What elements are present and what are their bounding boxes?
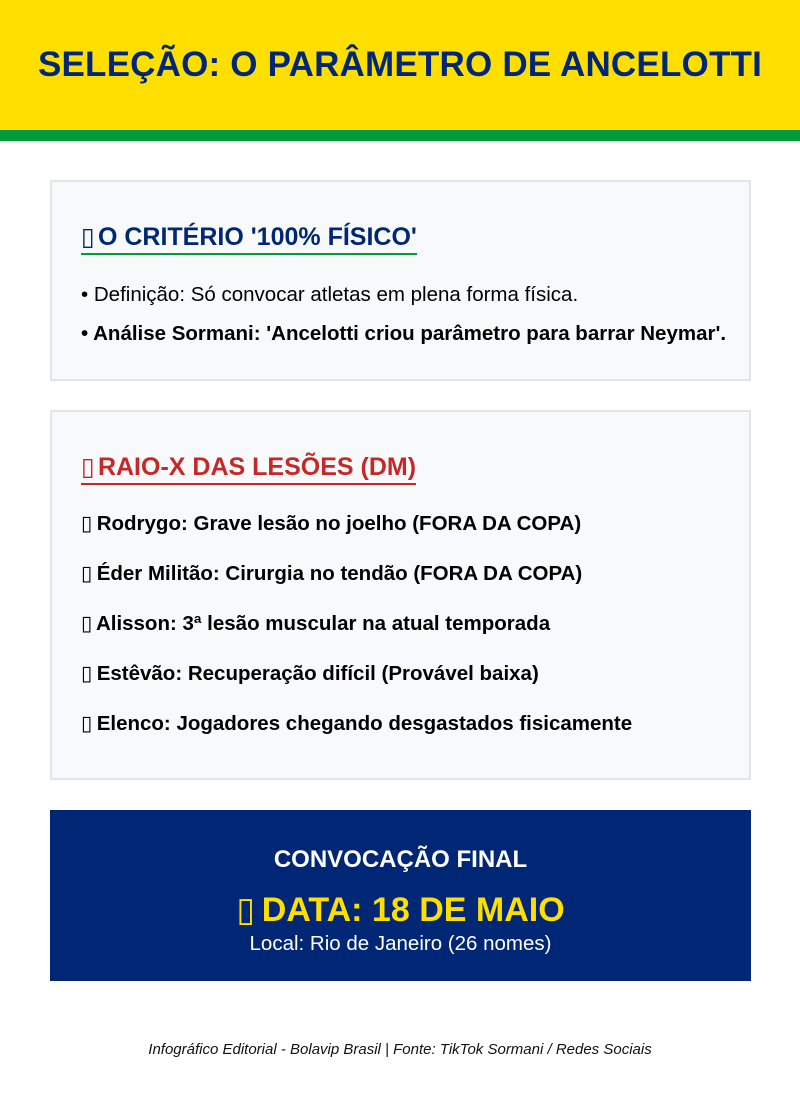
criterio-card [50, 180, 751, 381]
lesao-item-text: Rodrygo: Grave lesão no joelho (FORA DA COPA) [96, 512, 582, 535]
convocacao-panel [50, 810, 751, 981]
lesoes-title-text: RAIO-X DAS LESÕES (DM) [97, 453, 417, 481]
convocacao-date [50, 890, 751, 930]
missing-glyph-icon: ▯ [81, 612, 93, 635]
header-banner [0, 0, 800, 130]
lesoes-title [81, 452, 416, 485]
lesoes-card [50, 410, 751, 780]
lesao-item-text: Éder Militão: Cirurgia no tendão (FORA DA COPA) [96, 562, 583, 585]
missing-glyph-icon: ▯ [81, 512, 93, 535]
lesao-item [81, 711, 632, 736]
convocacao-date-text: DATA: 18 DE MAIO [261, 891, 565, 929]
criterio-definicao: • Definição: Só convocar atletas em plena forma física. [81, 283, 579, 306]
lesao-item-text: Alisson: 3ª lesão muscular na atual temporada [95, 612, 551, 635]
missing-glyph-icon: ▯ [81, 223, 95, 251]
lesao-item [81, 561, 582, 586]
criterio-analise: • Análise Sormani: 'Ancelotti criou parâmetro para barrar Neymar'. [81, 322, 727, 345]
lesao-item [81, 511, 581, 536]
footer-credit: Infográfico Editorial - Bolavip Brasil | Fonte: TikTok Sormani / Redes Sociais [148, 1041, 652, 1058]
convocacao-label: CONVOCAÇÃO FINAL [273, 846, 528, 873]
green-band-divider [0, 130, 800, 141]
missing-glyph-icon: ▯ [81, 662, 93, 685]
criterio-title-text: O CRITÉRIO '100% FÍSICO' [97, 223, 417, 251]
missing-glyph-icon: ▯ [81, 562, 93, 585]
missing-glyph-icon: ▯ [236, 891, 256, 929]
missing-glyph-icon: ▯ [81, 712, 93, 735]
page-title: SELEÇÃO: O PARÂMETRO DE ANCELOTTI [37, 45, 763, 84]
criterio-title [81, 222, 417, 255]
lesao-item-text: Elenco: Jogadores chegando desgastados fisicamente [96, 712, 633, 735]
convocacao-local: Local: Rio de Janeiro (26 nomes) [249, 932, 552, 955]
missing-glyph-icon: ▯ [81, 453, 95, 481]
lesao-item [81, 661, 539, 686]
lesao-item [81, 611, 550, 636]
lesao-item-text: Estêvão: Recuperação difícil (Provável baixa) [96, 662, 539, 685]
